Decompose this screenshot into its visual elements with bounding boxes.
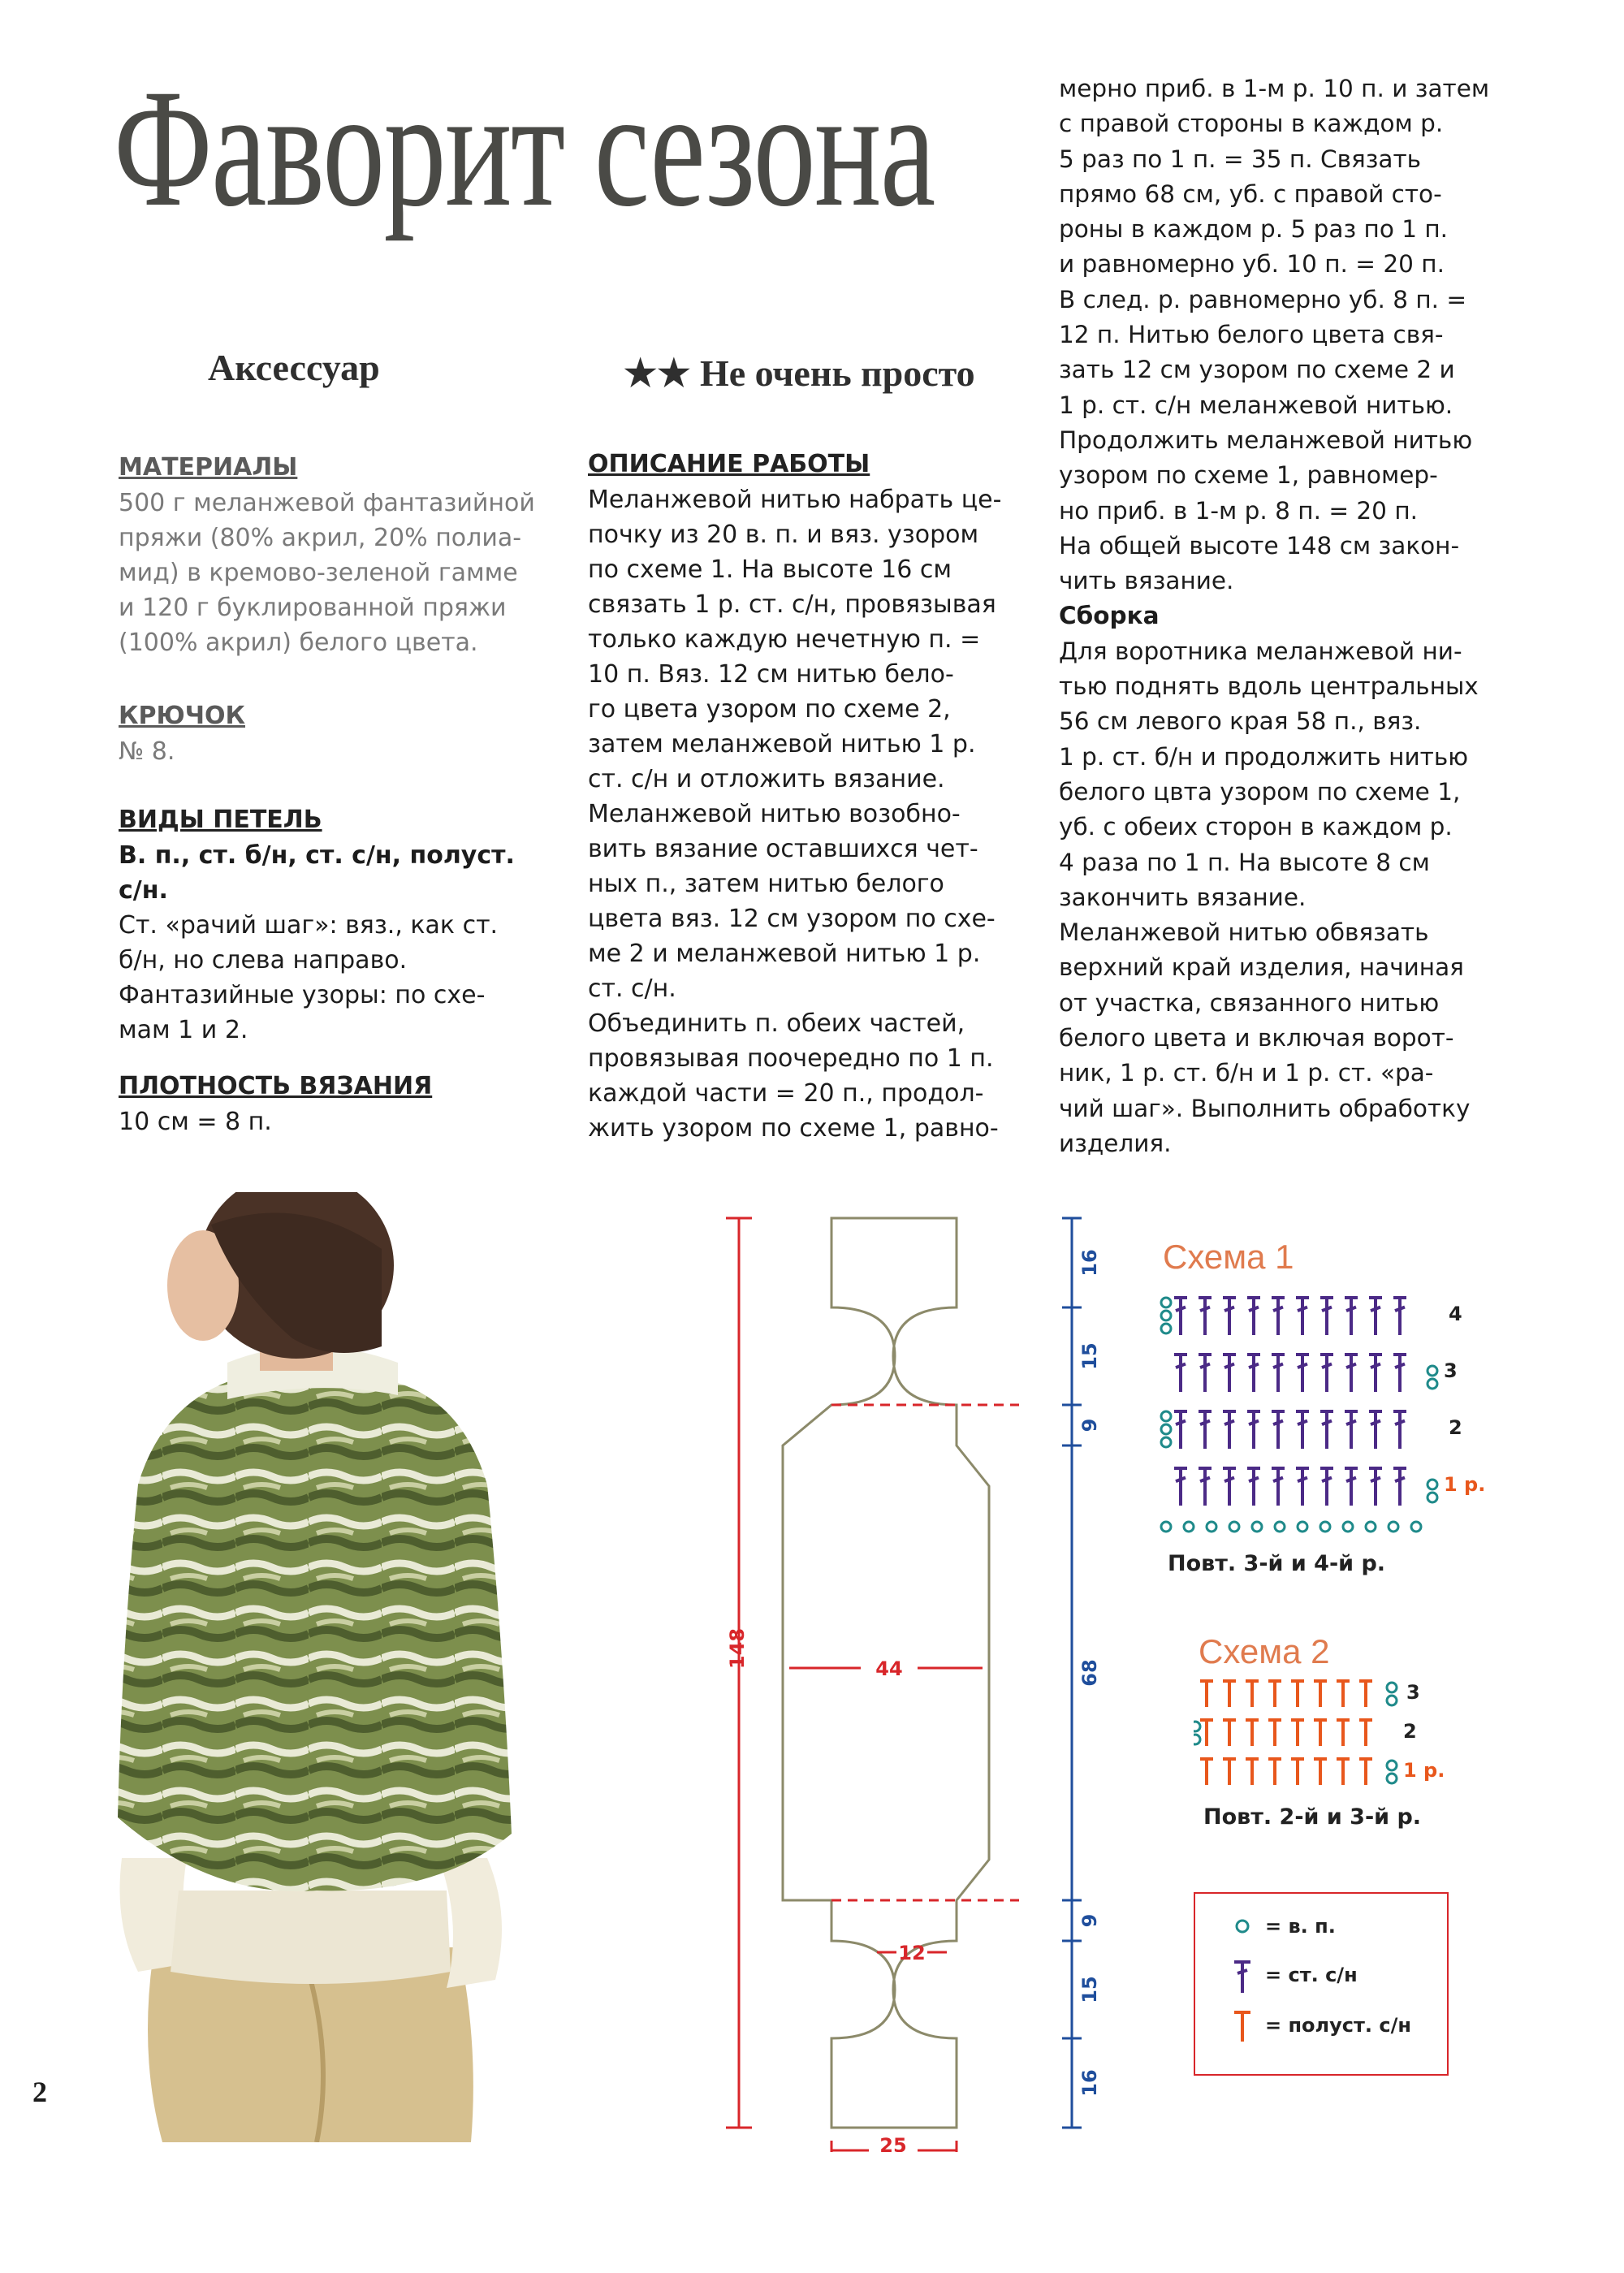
text-line: изделия. <box>1059 1129 1172 1157</box>
chain-stitch <box>1427 1366 1437 1376</box>
chain-stitch <box>1387 1683 1397 1692</box>
stitch-symbol <box>1223 1720 1236 1746</box>
text-line: мам 1 и 2. <box>119 1016 248 1044</box>
segment-label: 68 <box>1078 1659 1101 1687</box>
text-line: с правой стороны в каждом р. <box>1059 110 1444 138</box>
stitch-symbol <box>1246 1720 1259 1746</box>
stitch-symbol <box>1296 1468 1309 1506</box>
stitch-symbol <box>1314 1681 1327 1707</box>
stitch-symbol <box>1291 1759 1304 1785</box>
segment-label: 16 <box>1078 2069 1101 2097</box>
legend-symbols <box>1231 1912 1255 2066</box>
stitch-symbol <box>1393 1411 1406 1449</box>
stitch-symbol <box>1247 1298 1260 1335</box>
hdc-icon <box>1234 2012 1250 2042</box>
chain-stitch <box>1411 1522 1421 1532</box>
model-photo <box>89 1192 528 2142</box>
text-line: почку из 20 в. п. и вяз. узором <box>588 521 979 549</box>
text-line: ных п., затем нитью белого <box>588 870 944 898</box>
schema1-note: Повт. 3-й и 4-й р. <box>1168 1551 1386 1576</box>
stitch-symbol <box>1337 1681 1350 1707</box>
stitch-symbol <box>1314 1720 1327 1746</box>
text-line: зать 12 см узором по схеме 2 и <box>1059 356 1455 384</box>
text-line: от участка, связанного нитью <box>1059 988 1440 1017</box>
stitch-symbol <box>1174 1355 1187 1392</box>
text-line: 4 раза по 1 п. На высоте 8 см <box>1059 848 1430 876</box>
text-line: роны в каждом р. 5 раз по 1 п. <box>1059 215 1449 244</box>
schema2-chart <box>1194 1675 1486 1796</box>
text-line: Ст. «рачий шаг»: вяз., как ст. <box>119 911 499 940</box>
stitch-symbol <box>1223 1298 1236 1335</box>
stitch-symbol <box>1268 1681 1281 1707</box>
neck-width-label: 12 <box>898 1942 926 1964</box>
text-line: закончить вязание. <box>1059 883 1307 911</box>
text-line: узором по схеме 1, равномер- <box>1059 461 1438 490</box>
stitch-symbol <box>1272 1411 1285 1449</box>
stitch-symbol <box>1247 1411 1260 1449</box>
chain-stitch <box>1207 1522 1216 1532</box>
chain-stitch <box>1343 1522 1353 1532</box>
text-line: только каждую нечетную п. = <box>588 625 981 654</box>
stitch-symbol <box>1200 1759 1213 1785</box>
text-line: чий шаг». Выполнить обработку <box>1059 1094 1471 1122</box>
text-line: Меланжевой нитью набрать це- <box>588 486 1002 514</box>
chain-stitch <box>1389 1522 1398 1532</box>
stitch-symbol <box>1223 1759 1236 1785</box>
chain-icon <box>1237 1921 1248 1932</box>
stitch-symbol <box>1199 1411 1212 1449</box>
row-label: 3 <box>1406 1681 1420 1704</box>
text-line: белого цвета и включая ворот- <box>1059 1024 1454 1052</box>
stitch-symbol <box>1246 1681 1259 1707</box>
stitch-symbol <box>1320 1355 1333 1392</box>
stitch-symbol <box>1320 1468 1333 1506</box>
stitches-text <box>119 838 515 1048</box>
text-line: ст. с/н и отложить вязание. <box>588 765 945 793</box>
stitch-symbol <box>1296 1411 1309 1449</box>
column-continued <box>1059 71 1489 1161</box>
segment-label: 16 <box>1078 1249 1101 1277</box>
stitch-symbol <box>1223 1468 1236 1506</box>
stitch-symbol <box>1291 1681 1304 1707</box>
text-line: ник, 1 р. ст. б/н и 1 р. ст. «ра- <box>1059 1059 1434 1087</box>
chain-stitch <box>1194 1722 1200 1731</box>
work-heading: ОПИСАНИЕ РАБОТЫ <box>588 450 870 478</box>
segment-label: 9 <box>1078 1418 1101 1433</box>
chain-stitch <box>1161 1324 1171 1333</box>
stitch-symbol <box>1369 1355 1382 1392</box>
stitch-symbol <box>1223 1355 1236 1392</box>
stitch-symbol <box>1272 1468 1285 1506</box>
text-line: На общей высоте 148 см закон- <box>1059 531 1460 560</box>
stitch-symbol <box>1174 1411 1187 1449</box>
text-line: 12 п. Нитью белого цвета свя- <box>1059 321 1444 349</box>
text-line: белого цвта узором по схеме 1, <box>1059 777 1461 806</box>
text-line: мид) в кремово-зеленой гамме <box>119 559 518 587</box>
difficulty-label: ★★ Не очень просто <box>624 352 975 394</box>
chain-stitch <box>1387 1774 1397 1783</box>
chain-stitch <box>1320 1522 1330 1532</box>
stitch-symbol <box>1268 1759 1281 1785</box>
width-label: 44 <box>875 1657 903 1680</box>
schema1-title: Схема 1 <box>1163 1238 1294 1276</box>
legend-box <box>1194 1892 1449 2076</box>
schema2-note: Повт. 2-й и 3-й р. <box>1203 1804 1422 1830</box>
materials-text <box>119 486 535 660</box>
text-line: но приб. в 1-м р. 8 п. = 20 п. <box>1059 496 1418 525</box>
chain-stitch <box>1229 1522 1239 1532</box>
text-line: В след. р. равномерно уб. 8 п. = <box>1059 285 1467 313</box>
stitch-symbol <box>1296 1355 1309 1392</box>
stitch-symbol <box>1345 1411 1358 1449</box>
text-line: по схеме 1. На высоте 16 см <box>588 555 952 584</box>
text-line: уб. с обеих сторон в каждом р. <box>1059 813 1453 841</box>
stitch-symbol <box>1223 1411 1236 1449</box>
stitch-symbol <box>1359 1681 1372 1707</box>
text-line: с/н. <box>119 876 168 905</box>
stitch-symbol <box>1337 1759 1350 1785</box>
stitch-symbol <box>1337 1720 1350 1746</box>
text-line: провязывая поочередно по 1 п. <box>588 1044 994 1073</box>
stitches-heading: ВИДЫ ПЕТЕЛЬ <box>119 806 322 834</box>
chain-stitch <box>1366 1522 1376 1532</box>
text-line: Меланжевой нитью возобно- <box>588 800 961 828</box>
stitch-symbol <box>1174 1298 1187 1335</box>
row-label: 2 <box>1403 1720 1417 1743</box>
chain-stitch <box>1161 1298 1171 1307</box>
pattern-diagram <box>715 1194 1104 2152</box>
text-line: 56 см левого края 58 п., вяз. <box>1059 707 1422 736</box>
chain-stitch <box>1194 1735 1200 1744</box>
chain-stitch <box>1275 1522 1285 1532</box>
stitch-symbol <box>1393 1468 1406 1506</box>
stitch-symbol <box>1369 1411 1382 1449</box>
chain-stitch <box>1427 1493 1437 1502</box>
stitch-symbol <box>1393 1298 1406 1335</box>
text-line: прямо 68 см, уб. с правой сто- <box>1059 179 1442 208</box>
chain-stitch <box>1184 1522 1194 1532</box>
assembly-heading: Сборка <box>1059 602 1160 630</box>
chain-stitch <box>1161 1522 1171 1532</box>
category-label: Аксессуар <box>208 347 380 388</box>
page-title: Фаворит сезона <box>114 54 935 241</box>
legend-dc-label: = ст. с/н <box>1265 1964 1358 1986</box>
text-line: 500 г меланжевой фантазийной <box>119 489 535 517</box>
hook-heading: КРЮЧОК <box>119 702 245 730</box>
stitch-symbol <box>1268 1720 1281 1746</box>
row-label: 1 р. <box>1444 1473 1486 1496</box>
text-line: жить узором по схеме 1, равно- <box>588 1114 999 1143</box>
row-label: 3 <box>1444 1359 1458 1382</box>
stitch-symbol <box>1345 1355 1358 1392</box>
stitch-symbol <box>1314 1759 1327 1785</box>
chain-stitch <box>1161 1411 1171 1421</box>
text-line: 1 р. ст. б/н и продолжить нитью <box>1059 742 1469 771</box>
text-line: вить вязание оставшихся чет- <box>588 835 978 863</box>
text-line: цвета вяз. 12 см узором по схе- <box>588 905 996 933</box>
segment-label: 15 <box>1078 1342 1101 1370</box>
assembly-text <box>1059 634 1489 1161</box>
text-line: затем меланжевой нитью 1 р. <box>588 730 976 758</box>
text-line: каждой части = 20 п., продол- <box>588 1079 984 1108</box>
legend-hdc-label: = полуст. с/н <box>1265 2014 1411 2037</box>
segment-label: 15 <box>1078 1976 1101 2003</box>
chain-stitch <box>1161 1311 1171 1320</box>
text-line: го цвета узором по схеме 2, <box>588 695 951 724</box>
chain-stitch <box>1427 1480 1437 1489</box>
stitch-symbol <box>1320 1411 1333 1449</box>
chain-stitch <box>1252 1522 1262 1532</box>
bottom-width-label: 25 <box>879 2134 907 2152</box>
stitch-symbol <box>1359 1759 1372 1785</box>
text-line: ст. с/н. <box>588 974 676 1003</box>
stitch-symbol <box>1272 1298 1285 1335</box>
text-line: и равномерно уб. 10 п. = 20 п. <box>1059 250 1445 279</box>
schema1-chart <box>1156 1283 1497 1543</box>
chain-stitch <box>1161 1437 1171 1447</box>
text-line: верхний край изделия, начиная <box>1059 953 1464 982</box>
chain-stitch <box>1427 1379 1437 1389</box>
text-line: чить вязание. <box>1059 567 1234 595</box>
page-number: 2 <box>32 2076 47 2108</box>
text-line: 1 р. ст. с/н меланжевой нитью. <box>1059 391 1453 419</box>
row-label: 2 <box>1449 1416 1462 1439</box>
row-label: 1 р. <box>1403 1759 1445 1782</box>
stitch-symbol <box>1320 1298 1333 1335</box>
stitch-symbol <box>1369 1298 1382 1335</box>
stitch-symbol <box>1246 1759 1259 1785</box>
text-line: ме 2 и меланжевой нитью 1 р. <box>588 940 981 968</box>
row-label: 4 <box>1449 1303 1462 1325</box>
dc-icon <box>1234 1962 1250 1993</box>
chain-stitch <box>1387 1696 1397 1705</box>
text-line: и 120 г буклированной пряжи <box>119 594 507 622</box>
segment-label: 9 <box>1078 1913 1101 1928</box>
stitch-symbol <box>1200 1681 1213 1707</box>
text-line: Фантазийные узоры: по схе- <box>119 981 486 1009</box>
schema2-title: Схема 2 <box>1199 1632 1330 1670</box>
height-label: 148 <box>726 1627 749 1670</box>
gauge-heading: ПЛОТНОСТЬ ВЯЗАНИЯ <box>119 1072 433 1100</box>
text-line: (100% акрил) белого цвета. <box>119 629 478 657</box>
stitch-symbol <box>1272 1355 1285 1392</box>
text-line: тью поднять вдоль центральных <box>1059 672 1479 701</box>
text-line: б/н, но слева направо. <box>119 946 408 974</box>
text-line: В. п., ст. б/н, ст. с/н, полуст. <box>119 841 515 870</box>
stitch-symbol <box>1369 1468 1382 1506</box>
text-line: пряжи (80% акрил, 20% полиа- <box>119 524 522 552</box>
text-line: Меланжевой нитью обвязать <box>1059 918 1429 947</box>
stitch-symbol <box>1345 1468 1358 1506</box>
stitch-symbol <box>1223 1681 1236 1707</box>
legend-chain-label: = в. п. <box>1265 1915 1336 1938</box>
stitch-symbol <box>1393 1355 1406 1392</box>
gauge-value: 10 см = 8 п. <box>119 1108 272 1136</box>
text-line: связать 1 р. ст. с/н, провязывая <box>588 590 996 619</box>
stitch-symbol <box>1200 1720 1213 1746</box>
stitch-symbol <box>1291 1720 1304 1746</box>
materials-heading: МАТЕРИАЛЫ <box>119 453 298 482</box>
work-text <box>588 482 1001 1146</box>
stitch-symbol <box>1199 1468 1212 1506</box>
stitch-symbol <box>1296 1298 1309 1335</box>
text-line: мерно приб. в 1-м р. 10 п. и затем <box>1059 75 1490 102</box>
text-line: Объединить п. обеих частей, <box>588 1009 965 1038</box>
stitch-symbol <box>1359 1720 1372 1746</box>
text-line: Продолжить меланжевой нитью <box>1059 426 1473 454</box>
stitch-symbol <box>1199 1355 1212 1392</box>
text-line: 10 п. Вяз. 12 см нитью бело- <box>588 660 954 689</box>
chain-stitch <box>1161 1424 1171 1434</box>
chain-stitch <box>1298 1522 1307 1532</box>
chain-stitch <box>1387 1761 1397 1770</box>
stitch-symbol <box>1247 1468 1260 1506</box>
stitch-symbol <box>1199 1298 1212 1335</box>
text-line: 5 раз по 1 п. = 35 п. Связать <box>1059 145 1422 173</box>
work-continued-text <box>1059 71 1489 598</box>
text-line: Для воротника меланжевой ни- <box>1059 637 1462 665</box>
stitch-symbol <box>1174 1468 1187 1506</box>
stitch-symbol <box>1247 1355 1260 1392</box>
stitch-symbol <box>1345 1298 1358 1335</box>
hook-value: № 8. <box>119 737 175 766</box>
